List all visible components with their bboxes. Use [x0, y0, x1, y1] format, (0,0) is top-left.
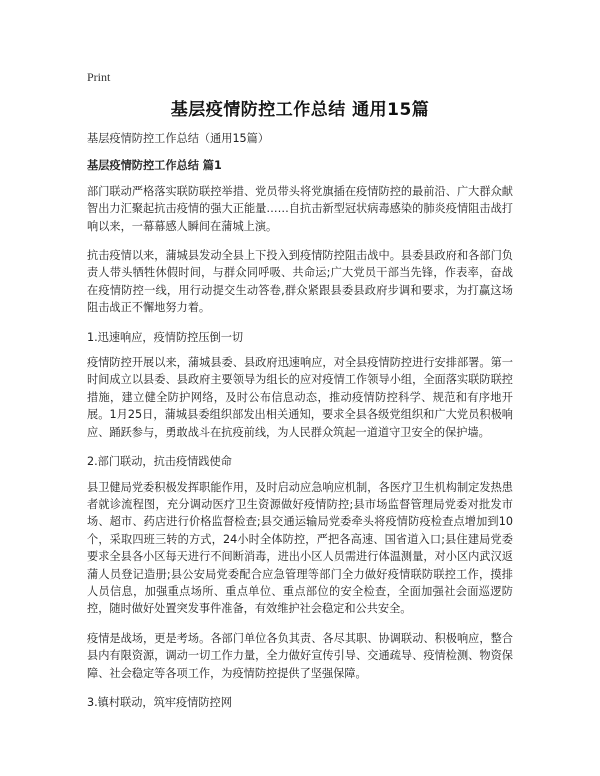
subheading-3: 3.镇村联动，筑牢疫情防控网	[87, 695, 232, 709]
subheading-1: 1.迅速响应，疫情防控压倒一切	[87, 330, 244, 344]
document-subtitle: 基层疫情防控工作总结（通用15篇）	[87, 132, 270, 145]
print-label[interactable]: Print	[87, 70, 111, 84]
document-body	[87, 130, 513, 719]
paragraph-overview: 抗击疫情以来，蒲城县发动全县上下投入到疫情防控阻击战中。县委县政府和各部门负责人带头牺牲休假时间，与群众同呼吸、共命运;广大党员干部当先锋，作表率，奋战在疫情防控一线，用行动提交生动答卷,群众紧跟县委县政府步调和要求，为打赢这场阻击战正不懈地努力着。	[87, 249, 513, 315]
paragraph-departments: 县卫健局党委积极发挥职能作用，及时启动应急响应机制，各医疗卫生机构制定发热患者就诊流程图，充分调动医疗卫生资源做好疫情防控;县市场监督管理局党委对批发市场、超市、药店进行价格监督检查;县交通运输局党委牵头将疫情防疫检查点增加到10个，采取四班三转的方式，24小时全体防控，严把各高速、国省道入口;县住建局党委要求全县各小区每天进行不间断消毒，进出小区人员需进行体温测量，对小区内武汉返蒲人员登记造册;县公安局党委配合应急管理等部门全力做好疫情联防联控工作，摸排人员信息，加强重点场所、重点单位、重点部位的安全检查，全面加强社会面巡逻防控，随时做好处置突发事件准备，有效维护社会稳定和公共安全。	[87, 480, 513, 616]
paragraph-battlefield: 疫情是战场，更是考场。各部门单位各负其责、各尽其职、协调联动、积极响应，整合县内有限资源，调动一切工作力量，全力做好宣传引导、交通疏导、疫情检测、物资保障、社会稳定等各项工作，为疫情防控提供了坚强保障。	[87, 631, 513, 680]
document-title: 基层疫情防控工作总结 通用15篇	[170, 100, 430, 120]
subheading-2: 2.部门联动，抗击疫情践使命	[87, 455, 232, 469]
section-title: 基层疫情防控工作总结 篇1	[87, 159, 222, 173]
paragraph-intro: 部门联动严格落实联防联控举措、党员带头将党旗插在疫情防控的最前沿、广大群众献智出力汇聚起抗击疫情的强大正能量……自抗击新型冠状病毒感染的肺炎疫情阻击战打响以来，一幕幕感人瞬间在蒲城上演。	[87, 184, 513, 233]
paragraph-response: 疫情防控开展以来，蒲城县委、县政府迅速响应，对全县疫情防控进行安排部署。第一时间成立以县委、县政府主要领导为组长的应对疫情工作领导小组，全面落实联防联控措施，建立健全防护网络，及时公布信息动态，推动疫情防控科学、规范和有序地开展。1月25日，蒲城县委组织部发出相关通知，要求全县各级党组织和广大党员积极响应、踊跃参与，勇敢战斗在抗疫前线，为人民群众筑起一道道守卫安全的保护墙。	[87, 356, 513, 439]
